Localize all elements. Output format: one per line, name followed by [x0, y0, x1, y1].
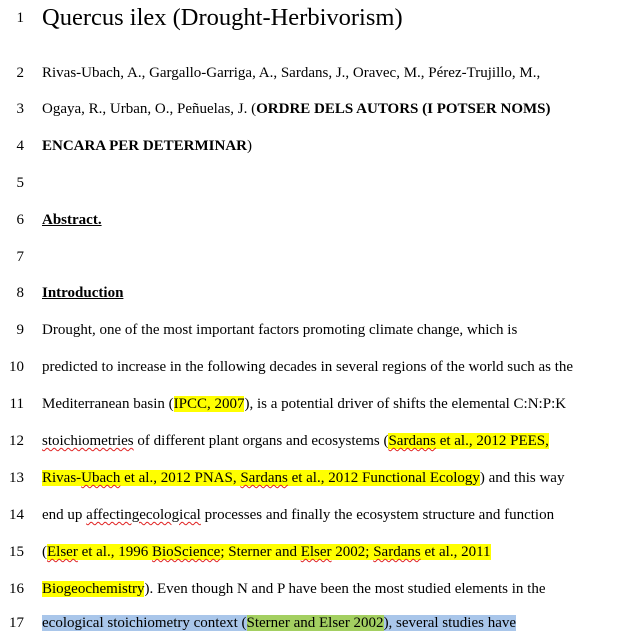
spelling-flagged-word: Elser: [47, 544, 78, 560]
line-12: [0, 428, 618, 454]
paragraph-line: Drought, one of the most important factors promoting climate change, which is: [42, 322, 518, 338]
abstract-heading: Abstract.: [42, 212, 102, 228]
citation-highlight: IPCC, 2007: [173, 396, 245, 412]
citation-text: ; Sterner and: [220, 544, 301, 560]
citation-highlight: [42, 470, 480, 486]
line-number: 11: [9, 396, 24, 412]
citation-highlight: Sterner and Elser 2002: [246, 615, 384, 631]
line-10: [0, 354, 618, 380]
author-order-note: ORDRE DELS AUTORS (I POTSER NOMS): [256, 101, 551, 117]
spelling-flagged-word: Elser: [300, 544, 332, 560]
line-number: 4: [16, 138, 24, 154]
paragraph-line: [42, 610, 612, 636]
line-number: 16: [9, 581, 24, 597]
line-2: [0, 60, 618, 86]
paragraph-text: end up: [42, 507, 87, 523]
paragraph-text: ), is a potential driver of shifts the elemental C:N:P:K: [244, 396, 567, 412]
citation-text: 2002;: [331, 544, 374, 560]
line-1: [0, 2, 618, 34]
spelling-flagged-word: Ubach: [81, 470, 121, 486]
spelling-flagged-word: Sardans: [373, 544, 421, 560]
authors-line: [42, 133, 612, 159]
authors-text: Ogaya, R., Urban, O., Peñuelas, J. (: [42, 101, 257, 117]
line-8: [0, 280, 618, 306]
paragraph-text: ). Even though N and P have been the most studied elements in the: [144, 581, 546, 597]
line-15: [0, 539, 618, 565]
paragraph-line: [42, 502, 612, 528]
paragraph-text: processes and finally the ecosystem structure and function: [200, 507, 555, 523]
paragraph-text: Mediterranean basin (: [42, 396, 174, 412]
blue-highlight: ecological stoichiometry context (: [42, 615, 247, 631]
line-number: 6: [16, 212, 24, 228]
spelling-flagged-word: affectingecological: [86, 507, 201, 523]
spelling-flagged-word: Sardans: [240, 470, 288, 486]
introduction-heading: Introduction: [42, 285, 124, 301]
line-number: 9: [16, 322, 24, 338]
line-3: [0, 96, 618, 122]
author-order-note: ENCARA PER DETERMINAR: [42, 138, 248, 154]
line-number: 15: [9, 544, 24, 560]
line-number: 2: [16, 65, 24, 81]
line-16: [0, 576, 618, 602]
line-9: [0, 317, 618, 343]
line-5: [0, 170, 618, 196]
spelling-flagged-word: BioScience: [151, 544, 221, 560]
line-4: [0, 133, 618, 159]
line-number: 13: [9, 470, 24, 486]
citation-highlight: Biogeochemistry: [42, 581, 145, 597]
paragraph-text: ) and this way: [479, 470, 565, 486]
authors-text: ): [247, 138, 253, 154]
line-number: 5: [16, 175, 24, 191]
line-number: 7: [16, 249, 24, 265]
line-14: [0, 502, 618, 528]
paragraph-line: [42, 465, 612, 491]
paragraph-line: [42, 428, 612, 454]
paragraph-line: predicted to increase in the following decades in several regions of the world such as the: [42, 359, 574, 375]
citation-text: et al., 2012 PEES,: [435, 433, 549, 449]
paragraph-text: (: [42, 544, 47, 560]
line-17: [0, 610, 618, 636]
authors-line: Rivas-Ubach, A., Gargallo-Garriga, A., Sardans, J., Oravec, M., Pérez-Trujillo, M.,: [42, 65, 541, 81]
line-number: 1: [16, 10, 24, 26]
paragraph-text: of different plant organs and ecosystems (: [133, 433, 389, 449]
line-number: 14: [9, 507, 24, 523]
line-11: [0, 391, 618, 417]
spelling-flagged-word: Sardans: [388, 433, 436, 449]
citation-highlight: [47, 544, 491, 560]
spelling-flagged-word: stoichiometries: [42, 433, 134, 449]
paragraph-line: [42, 539, 612, 565]
citation-highlight: [388, 433, 548, 449]
document-title: Quercus ilex (Drought-Herbivorism): [42, 4, 403, 31]
paragraph-line: [42, 391, 612, 417]
citation-text: et al., 2012 PNAS,: [120, 470, 241, 486]
authors-line: [42, 96, 612, 122]
citation-text: et al., 1996: [77, 544, 152, 560]
citation-text: Rivas-: [42, 470, 82, 486]
line-6: [0, 207, 618, 233]
blue-highlight: ), several studies have: [383, 615, 517, 631]
paragraph-line: [42, 576, 612, 602]
line-number: 8: [16, 285, 24, 301]
line-number: 12: [9, 433, 24, 449]
citation-text: et al., 2011: [420, 544, 491, 560]
line-number: 17: [9, 615, 24, 631]
line-number: 10: [9, 359, 24, 375]
line-7: [0, 244, 618, 270]
citation-text: et al., 2012 Functional Ecology: [287, 470, 480, 486]
line-number: 3: [16, 101, 24, 117]
line-13: [0, 465, 618, 491]
